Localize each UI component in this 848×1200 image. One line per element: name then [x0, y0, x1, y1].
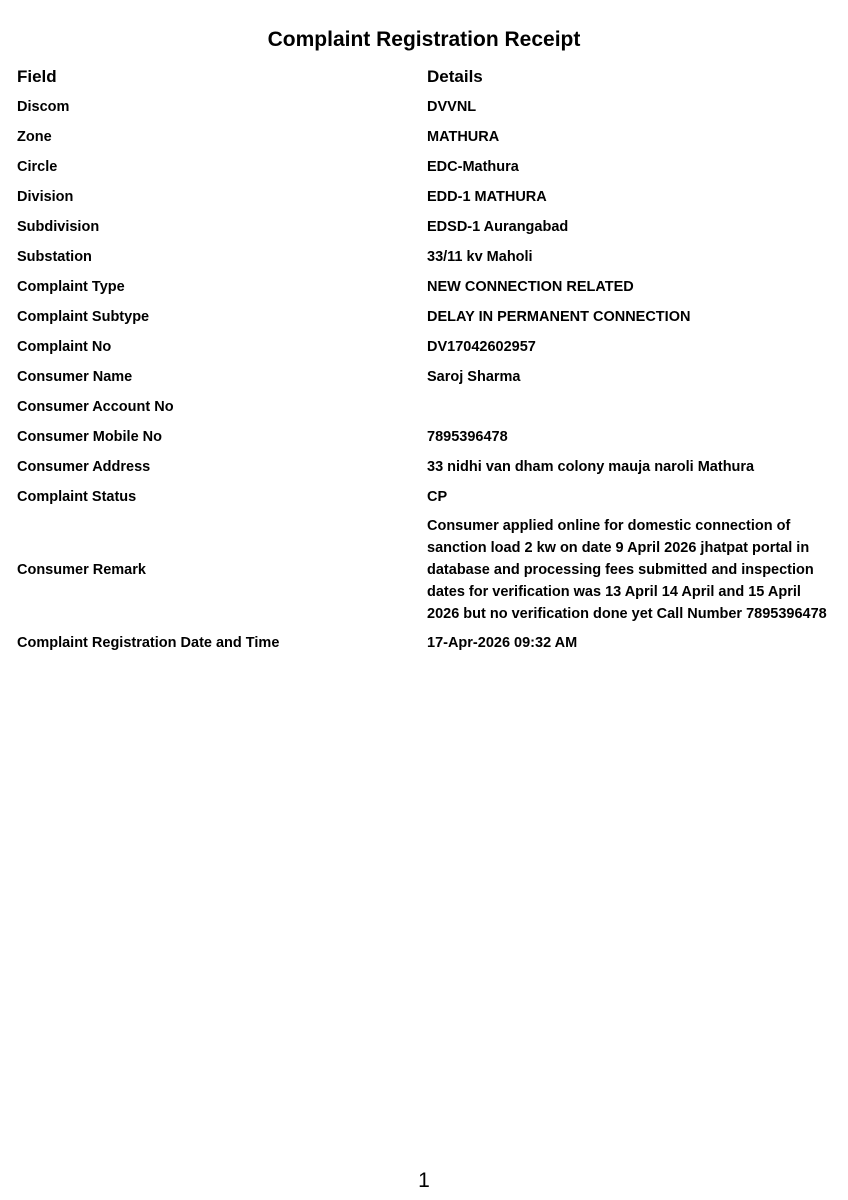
field-value: 7895396478: [427, 429, 508, 445]
field-value: 33/11 kv Maholi: [427, 249, 533, 265]
row-discom: [17, 92, 832, 122]
field-value: DVVNL: [427, 99, 477, 115]
field-label: Discom: [17, 99, 70, 115]
row-complaint-subtype: [17, 302, 832, 332]
row-registration-date-time: [17, 628, 832, 658]
field-label: Substation: [17, 249, 92, 265]
field-label: Consumer Remark: [17, 562, 146, 578]
row-complaint-no: [17, 332, 832, 362]
field-value: EDD-1 MATHURA: [427, 189, 547, 205]
row-subdivision: [17, 212, 832, 242]
row-consumer-address: [17, 452, 832, 482]
field-label: Zone: [17, 129, 52, 145]
field-label: Circle: [17, 159, 58, 175]
field-label: Complaint No: [17, 339, 112, 355]
field-label: Subdivision: [17, 219, 100, 235]
field-label: Division: [17, 189, 74, 205]
details-column-header: Details: [427, 67, 483, 86]
row-complaint-status: [17, 482, 832, 512]
field-label: Consumer Name: [17, 369, 133, 385]
table-header-row: [17, 62, 832, 92]
field-label: Complaint Status: [17, 489, 137, 505]
field-value: 17-Apr-2026 09:32 AM: [427, 635, 578, 651]
field-value: MATHURA: [427, 129, 500, 145]
field-label: Consumer Mobile No: [17, 429, 163, 445]
row-consumer-mobile-no: [17, 422, 832, 452]
field-value: Consumer applied online for domestic connection of sanction load 2 kw on date 9 April 2026 jhatpat portal in database and processing fees submitted and inspection dates for verification was 13 April 14 April and 15 April 2026 but no verification done yet Call Number 7895396478: [427, 518, 827, 622]
field-value: EDC-Mathura: [427, 159, 519, 175]
row-consumer-name: [17, 362, 832, 392]
page-number: 1: [418, 1169, 430, 1192]
page-title: Complaint Registration Receipt: [267, 28, 581, 51]
field-value: EDSD-1 Aurangabad: [427, 219, 569, 235]
complaint-details-table: [17, 62, 832, 658]
field-value: NEW CONNECTION RELATED: [427, 279, 634, 295]
row-substation: [17, 242, 832, 272]
row-complaint-type: [17, 272, 832, 302]
field-value: DELAY IN PERMANENT CONNECTION: [427, 309, 691, 325]
row-division: [17, 182, 832, 212]
field-value: CP: [427, 489, 448, 505]
field-label: Complaint Subtype: [17, 309, 150, 325]
row-zone: [17, 122, 832, 152]
row-consumer-account-no: [17, 392, 832, 422]
field-value: Saroj Sharma: [427, 369, 521, 385]
field-value: DV17042602957: [427, 339, 536, 355]
row-consumer-remark: [17, 512, 832, 628]
field-label: Consumer Address: [17, 459, 151, 475]
field-label: Complaint Registration Date and Time: [17, 635, 280, 651]
field-label: Consumer Account No: [17, 399, 174, 415]
field-column-header: Field: [17, 67, 57, 86]
field-label: Complaint Type: [17, 279, 125, 295]
row-circle: [17, 152, 832, 182]
field-value: 33 nidhi van dham colony mauja naroli Mathura: [427, 459, 755, 475]
